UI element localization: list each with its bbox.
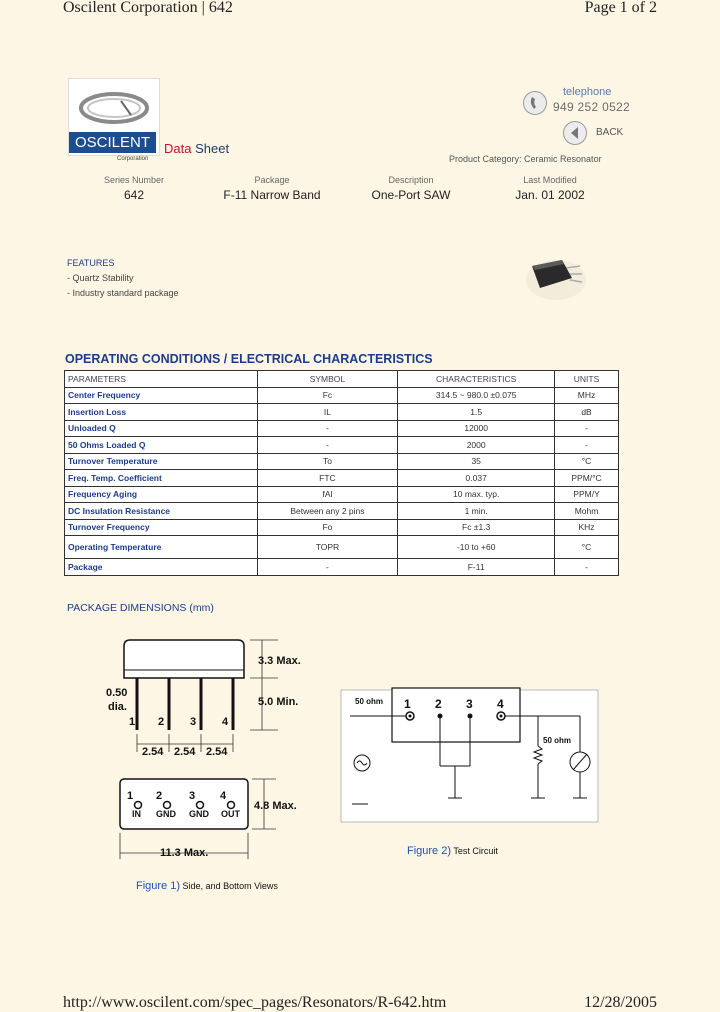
pitch-dim: 2.54	[142, 746, 164, 758]
param-cell: Freq. Temp. Coefficient	[65, 470, 258, 487]
symbol-cell: TOPR	[257, 536, 398, 559]
column-header: UNITS	[555, 371, 619, 388]
circuit-pin-4: 4	[497, 697, 504, 711]
pin-name: GND	[156, 809, 176, 819]
back-arrow-icon[interactable]	[563, 121, 587, 145]
spec-table	[64, 370, 619, 576]
circuit-pin-2: 2	[435, 697, 442, 711]
param-cell: Turnover Temperature	[65, 453, 258, 470]
unit-cell: °C	[555, 536, 619, 559]
side-pin-1: 1	[129, 716, 136, 728]
description-value: One-Port SAW	[371, 188, 451, 202]
value-cell: 314.5 ~ 980.0 ±0.075	[398, 387, 555, 404]
telephone-number[interactable]: 949 252 0522	[553, 100, 631, 114]
logo-corporation: Corporation	[117, 156, 149, 162]
source-resistor-label: 50 ohm	[355, 697, 384, 706]
unit-cell: MHz	[555, 387, 619, 404]
param-cell: Package	[65, 559, 258, 576]
feature-item: - Industry standard package	[67, 288, 179, 298]
pin-diameter-unit: dia.	[108, 701, 127, 713]
column-header: PARAMETERS	[65, 371, 258, 388]
param-cell: Unloaded Q	[65, 420, 258, 437]
series-label: Series Number	[103, 175, 165, 185]
symbol-cell: To	[257, 453, 398, 470]
symbol-cell: Fc	[257, 387, 398, 404]
ds-data: Data	[164, 141, 192, 156]
unit-cell: -	[555, 437, 619, 454]
logo-ring-icon	[69, 79, 159, 135]
column-header: SYMBOL	[257, 371, 398, 388]
figure-2-text: Test Circuit	[453, 846, 498, 856]
package-value: F-11 Narrow Band	[223, 188, 321, 202]
pitch-dim: 2.54	[174, 746, 196, 758]
param-cell: DC Insulation Resistance	[65, 503, 258, 520]
feature-item: - Quartz Stability	[67, 273, 134, 283]
load-resistor-label: 50 ohm	[543, 736, 572, 745]
value-cell: 35	[398, 453, 555, 470]
table-row	[65, 486, 619, 503]
circuit-pin-1: 1	[404, 697, 411, 711]
side-pin-4: 4	[222, 716, 229, 728]
circuit-pin-3: 3	[466, 697, 473, 711]
package-dimensions-title: PACKAGE DIMENSIONS (mm)	[67, 602, 214, 614]
param-cell: Insertion Loss	[65, 404, 258, 421]
logo-wordmark: OSCILENT	[69, 132, 156, 153]
header-title: Oscilent Corporation | 642	[63, 0, 233, 16]
column-header: CHARACTERISTICS	[398, 371, 555, 388]
pin-name: OUT	[221, 809, 240, 819]
series-value: 642	[123, 188, 145, 202]
telephone-icon[interactable]	[523, 91, 547, 115]
figure-1-text: Side, and Bottom Views	[182, 881, 278, 891]
table-row	[65, 404, 619, 421]
symbol-cell: fAl	[257, 486, 398, 503]
table-row	[65, 470, 619, 487]
bottom-pin-3: 3	[189, 790, 196, 802]
footer-url[interactable]: http://www.oscilent.com/spec_pages/Resonators/R-642.htm	[63, 994, 447, 1011]
symbol-cell: -	[257, 559, 398, 576]
value-cell: 1.5	[398, 404, 555, 421]
side-view-drawing	[100, 630, 310, 760]
table-row	[65, 536, 619, 559]
pitch-dim: 2.54	[206, 746, 228, 758]
product-category: Product Category: Ceramic Resonator	[449, 154, 602, 164]
bottom-pin-4: 4	[220, 790, 227, 802]
param-cell: Operating Temperature	[65, 536, 258, 559]
value-cell: 10 max. typ.	[398, 486, 555, 503]
telephone-label: telephone	[563, 86, 612, 98]
page-header	[0, 0, 720, 20]
table-row	[65, 503, 619, 520]
footer-date: 12/28/2005	[584, 994, 657, 1011]
width-dim: 4.8 Max.	[254, 800, 297, 812]
package-label: Package	[254, 175, 290, 185]
table-row	[65, 437, 619, 454]
figure-1-caption	[136, 880, 278, 892]
height-dim: 3.3 Max.	[258, 655, 301, 667]
value-cell: 0.037	[398, 470, 555, 487]
value-cell: 2000	[398, 437, 555, 454]
pin-diameter-dim: 0.50	[106, 687, 128, 699]
figure-2-number: Figure 2)	[407, 845, 452, 857]
unit-cell: PPM/°C	[555, 470, 619, 487]
page-number: Page 1 of 2	[584, 0, 657, 16]
pin-length-dim: 5.0 Min.	[258, 696, 299, 708]
length-dim: 11.3 Max.	[160, 847, 209, 859]
symbol-cell: Fo	[257, 519, 398, 536]
unit-cell: -	[555, 420, 619, 437]
symbol-cell: -	[257, 437, 398, 454]
side-pin-3: 3	[190, 716, 197, 728]
param-cell: Center Frequency	[65, 387, 258, 404]
symbol-cell: Between any 2 pins	[257, 503, 398, 520]
unit-cell: KHz	[555, 519, 619, 536]
table-row	[65, 420, 619, 437]
param-cell: Turnover Frequency	[65, 519, 258, 536]
ds-sheet: Sheet	[195, 141, 230, 156]
table-row	[65, 559, 619, 576]
unit-cell: PPM/Y	[555, 486, 619, 503]
param-cell: 50 Ohms Loaded Q	[65, 437, 258, 454]
value-cell: 1 min.	[398, 503, 555, 520]
unit-cell: Mohm	[555, 503, 619, 520]
unit-cell: dB	[555, 404, 619, 421]
data-sheet-label	[164, 141, 229, 156]
value-cell: -10 to +60	[398, 536, 555, 559]
page-footer	[0, 994, 720, 1012]
symbol-cell: FTC	[257, 470, 398, 487]
section-title: OPERATING CONDITIONS / ELECTRICAL CHARACTERISTICS	[65, 352, 433, 366]
value-cell: Fc ±1.3	[398, 519, 555, 536]
table-row	[65, 387, 619, 404]
unit-cell: °C	[555, 453, 619, 470]
features-title: FEATURES	[67, 258, 115, 268]
figure-1-number: Figure 1)	[136, 880, 181, 892]
pin-name: GND	[189, 809, 209, 819]
table-header-row	[65, 371, 619, 388]
back-link[interactable]: BACK	[596, 127, 624, 138]
side-pin-2: 2	[158, 716, 165, 728]
symbol-cell: IL	[257, 404, 398, 421]
description-label: Description	[388, 175, 434, 185]
symbol-cell: -	[257, 420, 398, 437]
modified-label: Last Modified	[523, 175, 577, 185]
value-cell: 12000	[398, 420, 555, 437]
modified-value: Jan. 01 2002	[515, 188, 585, 202]
figure-2-caption	[407, 845, 498, 857]
value-cell: F-11	[398, 559, 555, 576]
unit-cell: -	[555, 559, 619, 576]
resonator-photo	[522, 252, 588, 302]
bottom-pin-2: 2	[156, 790, 163, 802]
bottom-pin-1: 1	[127, 790, 134, 802]
table-row	[65, 519, 619, 536]
param-cell: Frequency Aging	[65, 486, 258, 503]
table-row	[65, 453, 619, 470]
pin-name: IN	[132, 809, 141, 819]
